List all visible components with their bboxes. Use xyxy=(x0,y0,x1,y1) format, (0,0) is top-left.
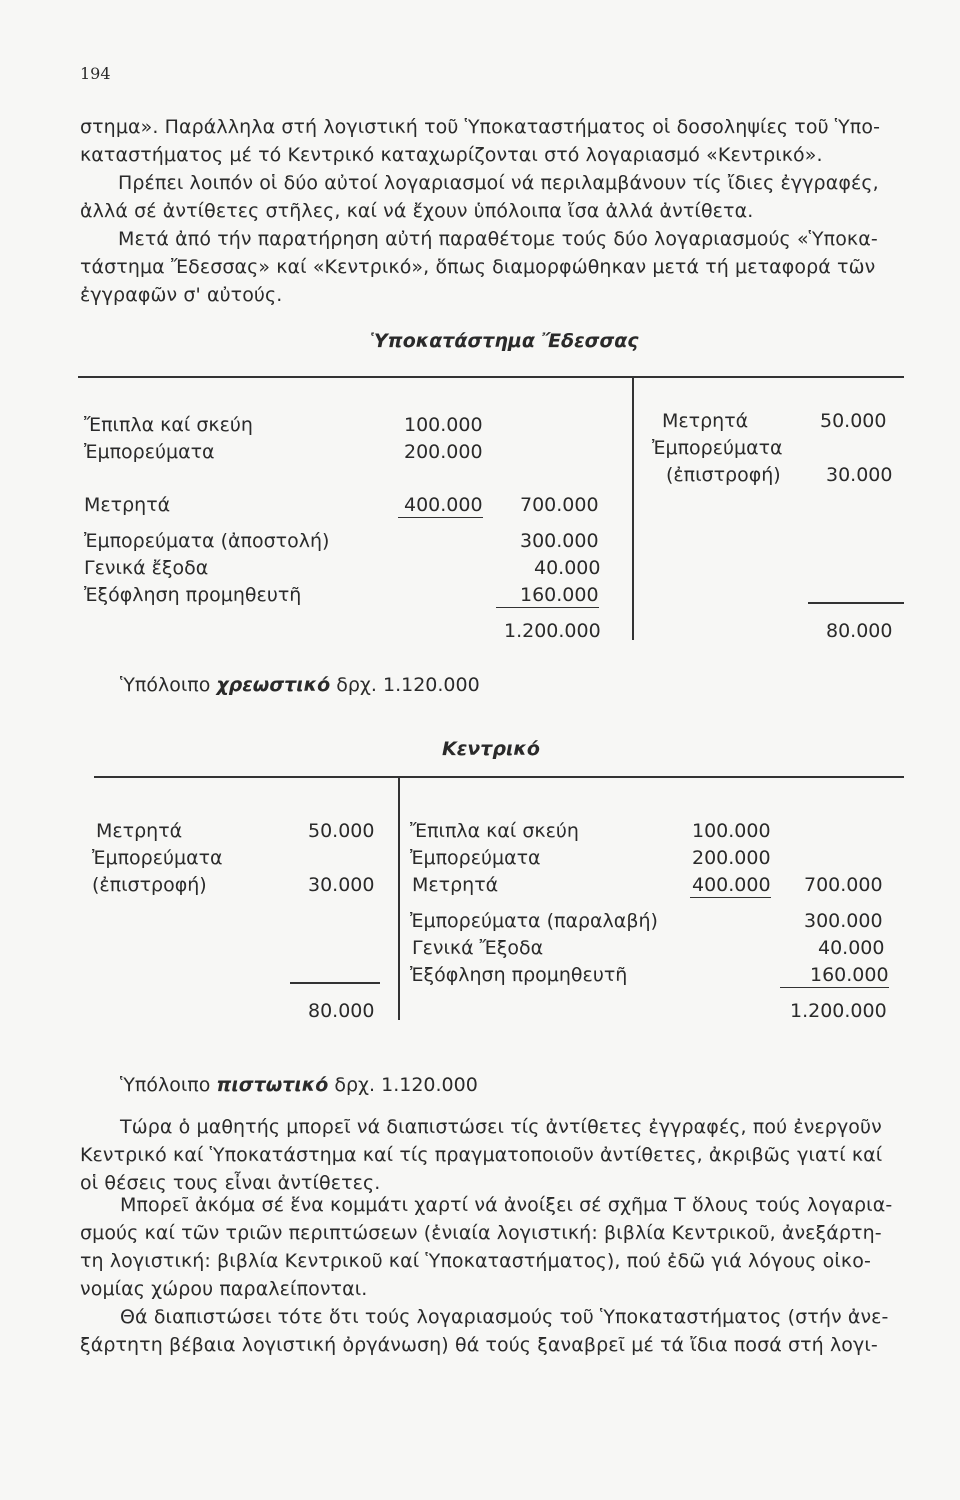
credit-label: Ἔπιπλα καί σκεύη xyxy=(410,820,579,842)
credit-label: Ἐμπορεύματα (παραλαβή) xyxy=(410,910,658,932)
credit-label: Ἐμπορεύματα xyxy=(410,847,541,869)
t-account-top-line xyxy=(94,776,904,778)
credit-amount: 200.000 xyxy=(692,847,771,869)
credit-subtotal: 700.000 xyxy=(804,874,883,896)
credit-label: Ἐξόφληση προμηθευτῆ xyxy=(410,964,628,986)
debit-total: 80.000 xyxy=(308,1000,375,1022)
intro-line: στημα». Παράλληλα στή λογιστική τοῦ Ὑποκαταστήματος οἱ δοσοληψίες τοῦ Ὑπο- xyxy=(80,116,881,138)
balance-amount: δρχ. 1.120.000 xyxy=(336,674,480,696)
closing-line: Μπορεῖ ἀκόμα σέ ἕνα κομμάτι χαρτί νά ἀνοίξει σέ σχῆμα Τ ὅλους τούς λογαρια- xyxy=(120,1194,893,1216)
debit-label: (ἐπιστροφή) xyxy=(92,874,207,896)
balance-kind: πιστωτικό xyxy=(216,1074,329,1096)
debit-amount: 50.000 xyxy=(308,820,375,842)
closing-line: νομίας χώρου παραλείπονται. xyxy=(80,1278,368,1300)
intro-line: ἀλλά σέ ἀντίθετες στῆλες, καί νά ἔχουν ὑπόλοιπα ἴσα ἀλλά ἀντίθετα. xyxy=(80,200,754,222)
debit-label: Μετρητά xyxy=(84,494,171,516)
debit-label: Γενικά ἔξοδα xyxy=(84,557,209,579)
closing-line: σμούς καί τῶν τριῶν περιπτώσεων (ἑνιαία λογιστική: βιβλία Κεντρικοῦ, ἀνεξάρτη- xyxy=(80,1222,882,1244)
credit-amount: 400.000 xyxy=(692,874,771,896)
intro-line: καταστήματος μέ τό Κεντρικό καταχωρίζονται στό λογαριασμό «Κεντρικό». xyxy=(80,144,823,166)
credit-label: Μετρητά xyxy=(412,874,499,896)
account-title: Ὑποκατάστημα Ἔδεσσας xyxy=(370,330,639,352)
debit-label: Ἐμπορεύματα (ἀποστολή) xyxy=(84,530,330,552)
credit-amount: 50.000 xyxy=(820,410,887,432)
t-account-divider xyxy=(632,376,634,640)
debit-label: Ἐμπορεύματα xyxy=(92,847,223,869)
debit-amount: 200.000 xyxy=(404,441,483,463)
balance-kind: χρεωστικό xyxy=(216,674,331,696)
closing-line: τη λογιστική: βιβλία Κεντρικοῦ καί Ὑποκαταστήματος), πού ἐδῶ γιά λόγους οἰκο- xyxy=(80,1250,871,1272)
debit-amount: 30.000 xyxy=(308,874,375,896)
debit-sum-line xyxy=(290,982,380,984)
debit-subtotal: 40.000 xyxy=(534,557,601,579)
debit-label: Ἐξόφληση προμηθευτῆ xyxy=(84,584,302,606)
credit-sum-line xyxy=(808,602,904,604)
account-title: Κεντρικό xyxy=(442,738,540,760)
closing-line: Κεντρικό καί Ὑποκατάστημα καί τίς πραγματοποιοῦν ἀντίθετες, ἀκριβῶς γιατί καί xyxy=(80,1144,883,1166)
credit-subtotal: 300.000 xyxy=(804,910,883,932)
credit-label: (ἐπιστροφή) xyxy=(666,464,781,486)
closing-line: Τώρα ὁ μαθητής μπορεῖ νά διαπιστώσει τίς ἀντίθετες ἐγγραφές, πού ἐνεργοῦν xyxy=(120,1116,882,1138)
debit-subtotal: 300.000 xyxy=(520,530,599,552)
credit-total: 80.000 xyxy=(826,620,893,642)
debit-label: Ἔπιπλα καί σκεύη xyxy=(84,414,253,436)
credit-subtotal: 40.000 xyxy=(818,937,885,959)
closing-line: ξάρτητη βέβαια λογιστική ὀργάνωση) θά τούς ξαναβρεῖ μέ τά ἴδια ποσά στή λογι- xyxy=(80,1334,878,1356)
balance-line xyxy=(120,674,480,696)
credit-amount: 30.000 xyxy=(826,464,893,486)
credit-amount: 100.000 xyxy=(692,820,771,842)
debit-total: 1.200.000 xyxy=(504,620,601,642)
closing-line: οἱ θέσεις τους εἶναι ἀντίθετες. xyxy=(80,1172,381,1194)
debit-subtotal: 700.000 xyxy=(520,494,599,516)
balance-prefix: Ὑπόλοιπο xyxy=(120,674,211,696)
balance-prefix: Ὑπόλοιπο xyxy=(120,1074,211,1096)
page-number: 194 xyxy=(80,64,111,83)
intro-line: Πρέπει λοιπόν οἱ δύο αὐτοί λογαριασμοί νά περιλαμβάνουν τίς ἴδιες ἐγγραφές, xyxy=(118,172,879,194)
credit-total: 1.200.000 xyxy=(790,1000,887,1022)
intro-line: Μετά ἀπό τήν παρατήρηση αὐτή παραθέτομε τούς δύο λογαριασμούς «Ὑποκα- xyxy=(118,228,878,250)
credit-label: Μετρητά xyxy=(662,410,749,432)
debit-subtotal: 160.000 xyxy=(496,584,599,608)
balance-line xyxy=(120,1074,478,1096)
closing-line: Θά διαπιστώσει τότε ὅτι τούς λογαριασμούς τοῦ Ὑποκαταστήματος (στήν ἀνε- xyxy=(120,1306,889,1328)
intro-line: ἐγγραφῶν σ' αὐτούς. xyxy=(80,284,283,306)
debit-amount: 100.000 xyxy=(404,414,483,436)
credit-subtotal: 160.000 xyxy=(780,964,889,988)
t-account-top-line xyxy=(78,376,904,378)
debit-label: Ἐμπορεύματα xyxy=(84,441,215,463)
credit-label: Ἐμπορεύματα xyxy=(652,437,783,459)
credit-label: Γενικά Ἔξοδα xyxy=(412,937,544,959)
t-account-divider xyxy=(398,776,400,1020)
debit-label: Μετρητά xyxy=(96,820,183,842)
debit-amount: 400.000 xyxy=(398,494,483,518)
intro-line: τάστημα Ἔδεσσας» καί «Κεντρικό», ὅπως διαμορφώθηκαν μετά τή μεταφορά τῶν xyxy=(80,256,876,278)
balance-amount: δρχ. 1.120.000 xyxy=(334,1074,478,1096)
